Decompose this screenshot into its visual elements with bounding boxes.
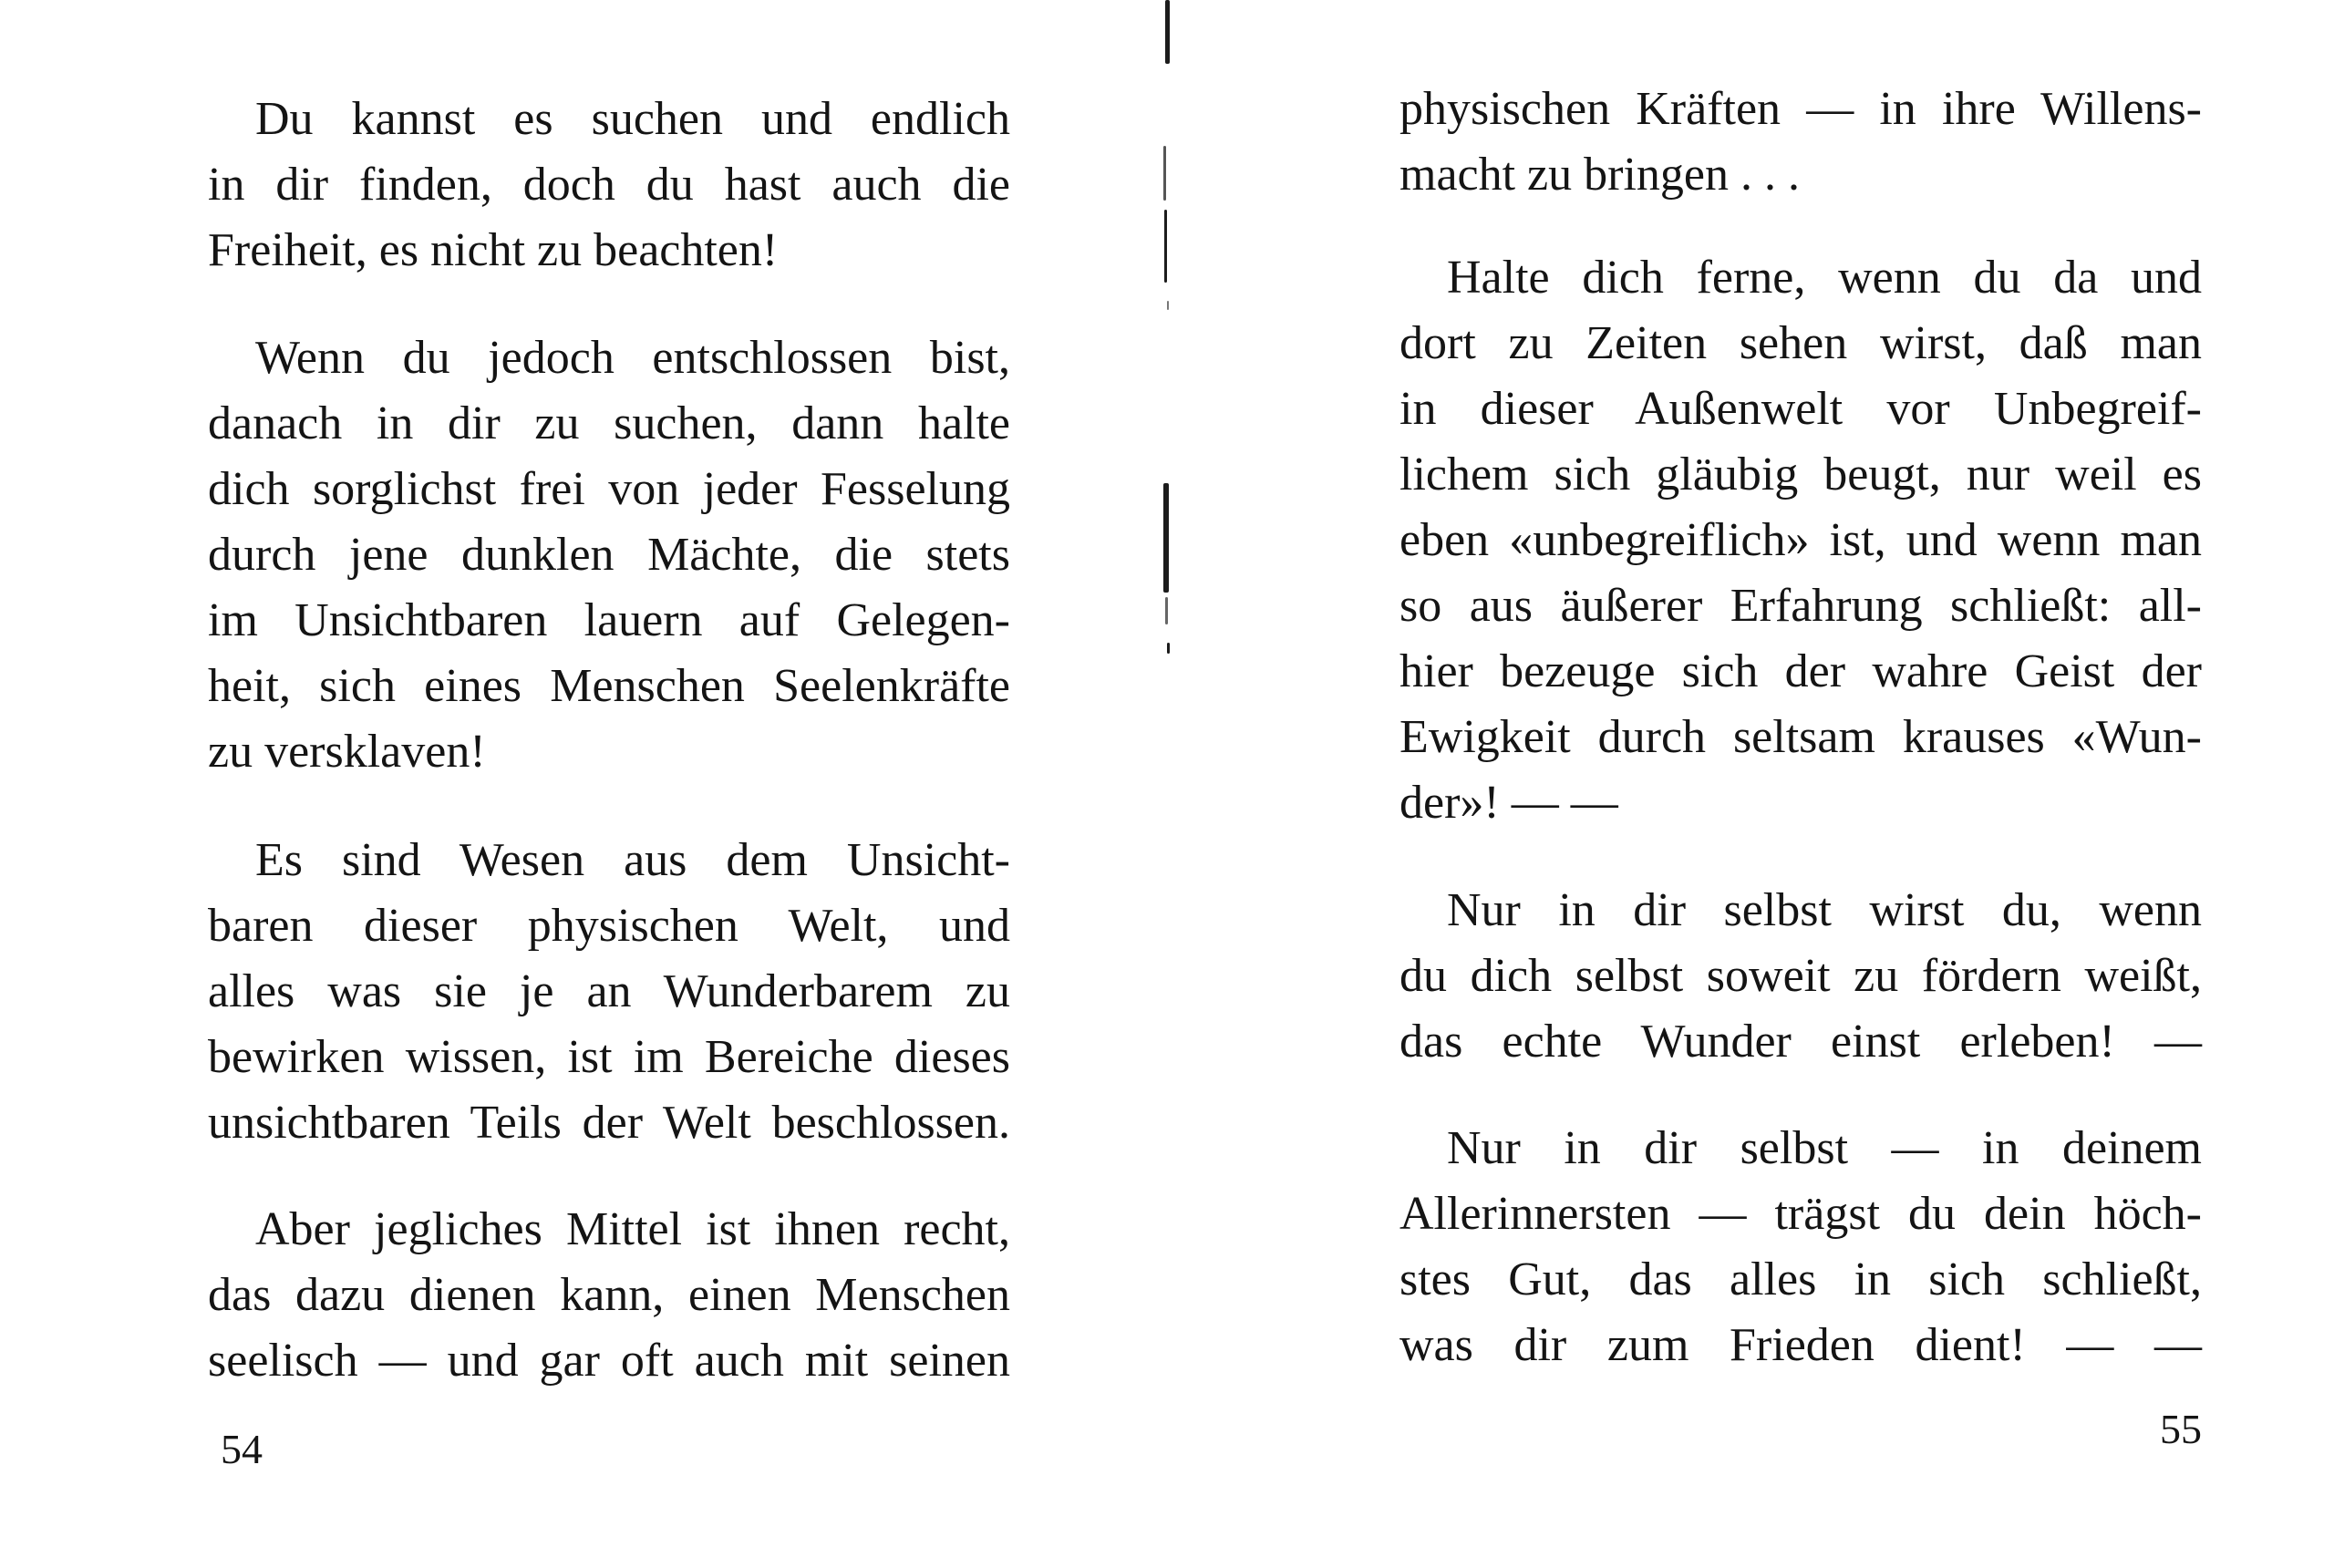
text-line: Nur in dir selbst — in deinem	[1447, 1122, 2202, 1174]
paragraph	[1399, 77, 2202, 208]
gutter-mark	[1163, 483, 1169, 593]
text-line: unsichtbaren Teils der Welt beschlossen.	[208, 1097, 1010, 1149]
gutter-mark	[1165, 0, 1170, 64]
text-line: stes Gut, das alles in sich schließt,	[1399, 1253, 2202, 1305]
gutter-mark	[1167, 643, 1170, 654]
text-line: in dieser Außenwelt vor Unbegreif-	[1399, 383, 2202, 435]
page-number: 54	[221, 1426, 263, 1472]
text-line: bewirken wissen, ist im Bereiche dieses	[208, 1031, 1010, 1083]
text-line: zu versklaven!	[208, 726, 486, 778]
book-gutter	[1158, 0, 1176, 1568]
paragraph	[1399, 1116, 2202, 1378]
text-line: hier bezeuge sich der wahre Geist der	[1399, 645, 2202, 697]
text-line: Du kannst es suchen und endlich	[255, 93, 1010, 145]
text-line: eben «unbegreiflich» ist, und wenn man	[1399, 514, 2202, 566]
text-line: Halte dich ferne, wenn du da und	[1447, 252, 2202, 304]
text-line: danach in dir zu suchen, dann halte	[208, 397, 1010, 449]
gutter-mark	[1164, 210, 1167, 283]
gutter-mark	[1163, 146, 1166, 201]
paragraph	[208, 325, 1010, 785]
text-line: Aber jegliches Mittel ist ihnen recht,	[255, 1203, 1010, 1255]
page-number: 55	[2160, 1406, 2202, 1452]
text-line: lichem sich gläubig beugt, nur weil es	[1399, 449, 2202, 500]
text-line: so aus äußerer Erfahrung schließt: all-	[1399, 580, 2202, 632]
text-line: Nur in dir selbst wirst du, wenn	[1447, 884, 2202, 936]
paragraph	[208, 87, 1010, 284]
text-line: du dich selbst soweit zu fördern weißt,	[1399, 950, 2202, 1002]
text-line: Es sind Wesen aus dem Unsicht-	[255, 834, 1010, 886]
paragraph	[208, 828, 1010, 1156]
text-line: baren dieser physischen Welt, und	[208, 900, 1010, 952]
text-line: dich sorglichst frei von jeder Fesselung	[208, 463, 1010, 515]
text-line: dort zu Zeiten sehen wirst, daß man	[1399, 317, 2202, 369]
text-line: das echte Wunder einst erleben! —	[1399, 1016, 2202, 1068]
text-line: heit, sich eines Menschen Seelenkräfte	[208, 660, 1010, 712]
text-line: alles was sie je an Wunderbarem zu	[208, 965, 1010, 1017]
text-line: physischen Kräften — in ihre Willens-	[1399, 83, 2202, 135]
text-line: Allerinnersten — trägst du dein höch-	[1399, 1188, 2202, 1240]
text-line: Wenn du jedoch entschlossen bist,	[255, 332, 1010, 384]
text-line: durch jene dunklen Mächte, die stets	[208, 529, 1010, 581]
gutter-mark	[1165, 597, 1168, 624]
text-line: was dir zum Frieden dient! — —	[1399, 1319, 2202, 1371]
text-line: Ewigkeit durch seltsam krauses «Wun-	[1399, 711, 2202, 763]
text-line: das dazu dienen kann, einen Menschen	[208, 1269, 1010, 1321]
paragraph	[208, 1197, 1010, 1394]
paragraph	[1399, 878, 2202, 1075]
text-line: seelisch — und gar oft auch mit seinen	[208, 1335, 1010, 1387]
text-line: in dir finden, doch du hast auch die	[208, 159, 1010, 211]
gutter-mark	[1167, 301, 1169, 310]
right-page	[1399, 0, 2202, 1568]
text-line: der»! — —	[1399, 777, 1618, 829]
left-page	[208, 0, 1010, 1568]
text-line: macht zu bringen . . .	[1399, 149, 1800, 201]
text-line: Freiheit, es nicht zu beachten!	[208, 224, 779, 276]
paragraph	[1399, 245, 2202, 836]
text-line: im Unsichtbaren lauern auf Gelegen-	[208, 594, 1010, 646]
